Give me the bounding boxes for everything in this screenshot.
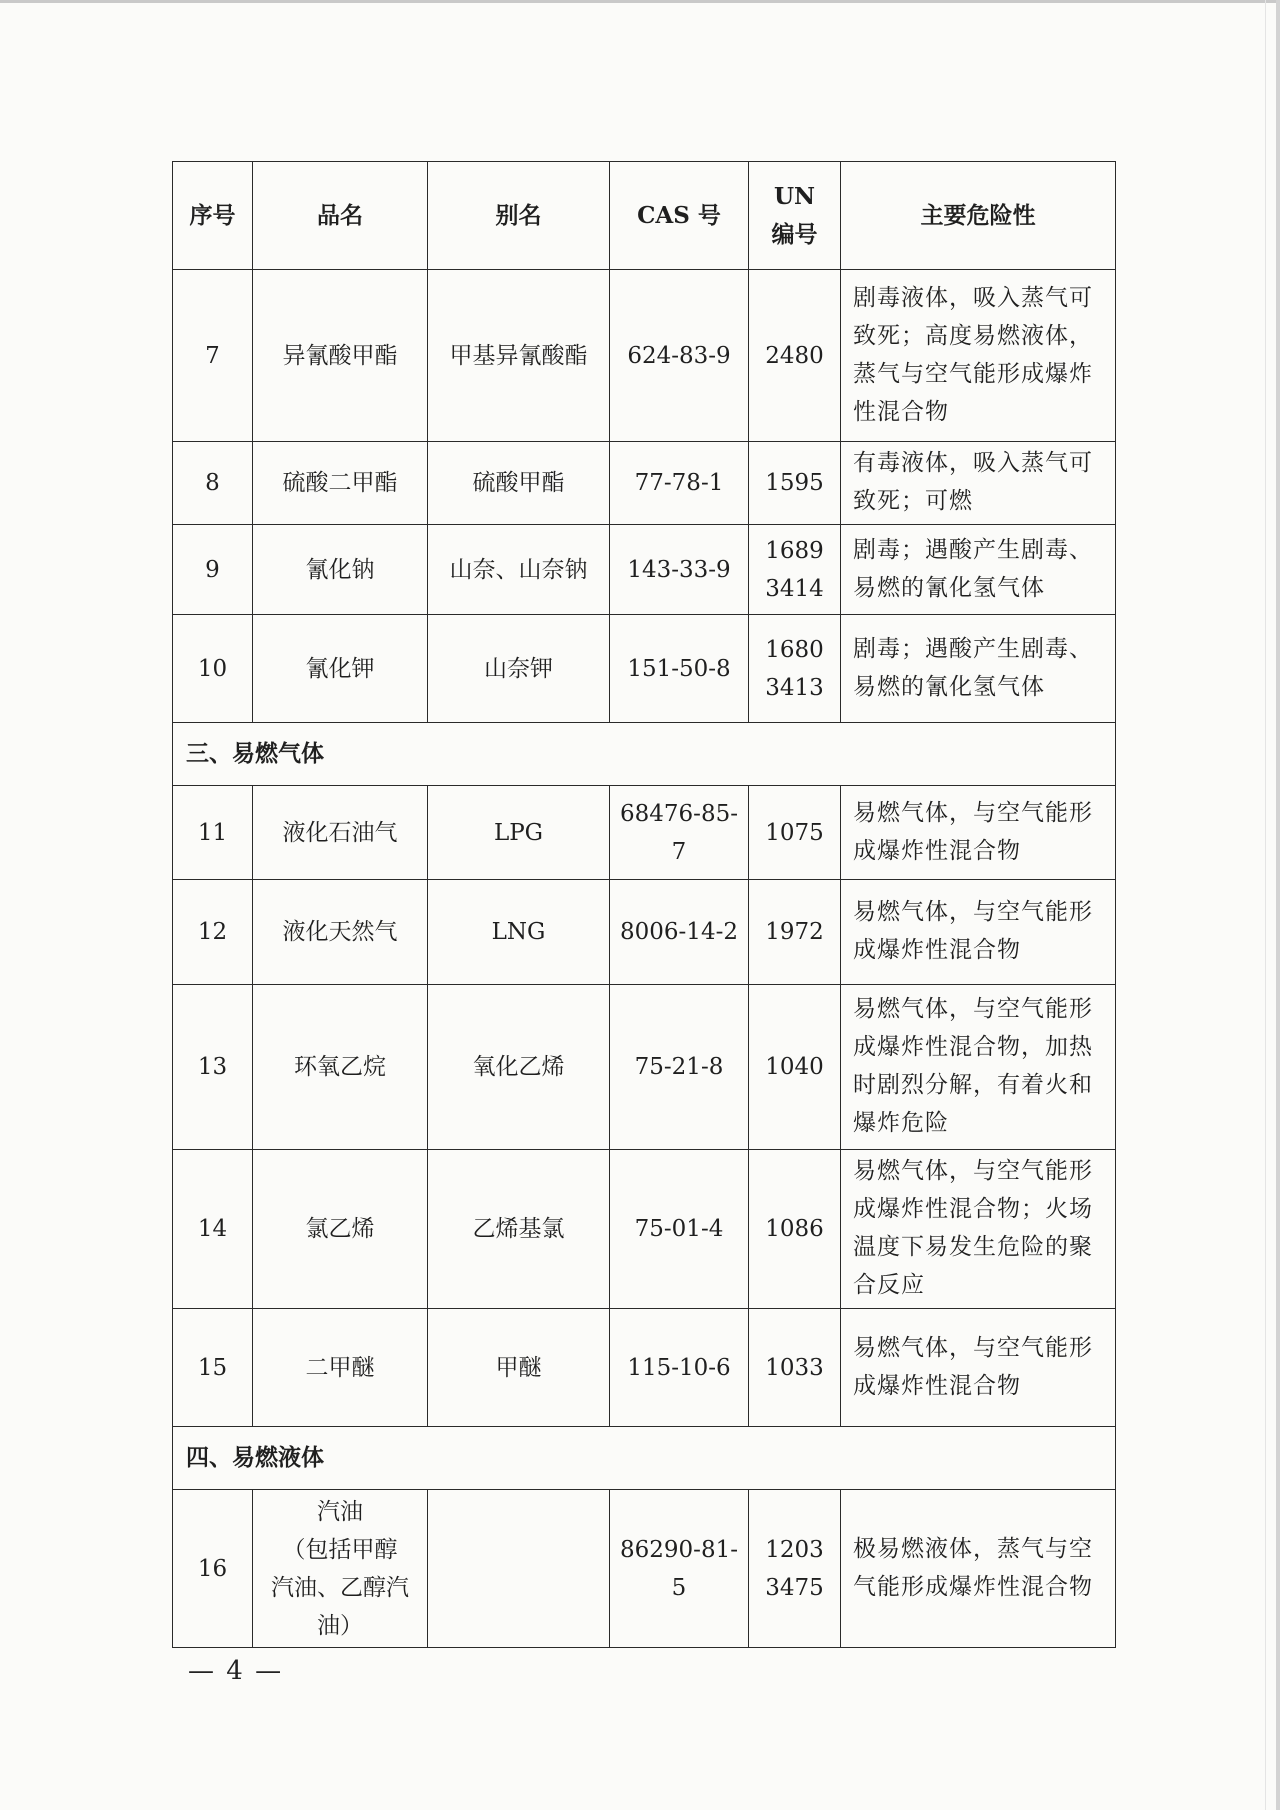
header-un [749, 162, 841, 270]
cell-hazard: 易燃气体，与空气能形成爆炸性混合物 [841, 880, 1116, 985]
cell-cas-line: 68476-85- [620, 800, 738, 827]
cell-alias: 甲基异氰酸酯 [428, 270, 610, 442]
header-name: 品名 [253, 162, 428, 270]
cell-cas: 115-10-6 [610, 1309, 749, 1427]
cell-name: 液化石油气 [253, 786, 428, 880]
cell-un-line: 1680 [765, 636, 824, 663]
cell-hazard: 剧毒；遇酸产生剧毒、易燃的氰化氢气体 [841, 615, 1116, 723]
section-row [173, 723, 1116, 786]
table-row [173, 880, 1116, 985]
cell-name-line: 汽油、乙醇汽 [271, 1574, 409, 1601]
table-header-row [173, 162, 1116, 270]
cell-un-line: 3414 [765, 575, 824, 602]
table-row [173, 442, 1116, 525]
cell-cas: 77-78-1 [610, 442, 749, 525]
cell-cas: 624-83-9 [610, 270, 749, 442]
cell-cas-line: 5 [671, 1574, 687, 1601]
cell-cas: 75-21-8 [610, 985, 749, 1150]
cell-cas: 75-01-4 [610, 1150, 749, 1309]
cell-hazard: 极易燃液体，蒸气与空气能形成爆炸性混合物 [841, 1490, 1116, 1648]
table-row [173, 1309, 1116, 1427]
cell-seq: 12 [173, 880, 253, 985]
cell-seq: 11 [173, 786, 253, 880]
cell-alias: LNG [428, 880, 610, 985]
cell-seq: 8 [173, 442, 253, 525]
cell-name: 氰化钾 [253, 615, 428, 723]
cell-seq: 9 [173, 525, 253, 615]
cell-name-line: （包括甲醇 [282, 1536, 398, 1563]
cell-name: 环氧乙烷 [253, 985, 428, 1150]
cell-cas [610, 1490, 749, 1648]
page-right-edge [1276, 0, 1280, 1810]
cell-un: 1972 [749, 880, 841, 985]
cell-un-line: 3475 [765, 1574, 824, 1601]
cell-alias: 山奈、山奈钠 [428, 525, 610, 615]
header-cas: CAS 号 [610, 162, 749, 270]
table-row [173, 1150, 1116, 1309]
cell-name: 氰化钠 [253, 525, 428, 615]
table-row [173, 525, 1116, 615]
cell-alias [428, 1490, 610, 1648]
cell-name: 异氰酸甲酯 [253, 270, 428, 442]
cell-name: 硫酸二甲酯 [253, 442, 428, 525]
cell-hazard: 有毒液体，吸入蒸气可致死；可燃 [841, 442, 1116, 525]
cell-un: 1595 [749, 442, 841, 525]
cell-name: 二甲醚 [253, 1309, 428, 1427]
cell-hazard: 剧毒液体，吸入蒸气可致死；高度易燃液体，蒸气与空气能形成爆炸性混合物 [841, 270, 1116, 442]
page-number: — 4 — [188, 1656, 284, 1686]
page-right-shadow [1265, 0, 1266, 1810]
cell-cas [610, 786, 749, 880]
cell-hazard: 易燃气体，与空气能形成爆炸性混合物，加热时剧烈分解，有着火和爆炸危险 [841, 985, 1116, 1150]
cell-un: 1040 [749, 985, 841, 1150]
section-row [173, 1427, 1116, 1490]
cell-hazard: 易燃气体，与空气能形成爆炸性混合物 [841, 786, 1116, 880]
cell-un-line: 3413 [765, 674, 824, 701]
cell-cas: 151-50-8 [610, 615, 749, 723]
cell-hazard: 易燃气体，与空气能形成爆炸性混合物 [841, 1309, 1116, 1427]
cell-seq: 15 [173, 1309, 253, 1427]
cell-un: 1033 [749, 1309, 841, 1427]
cell-cas-line: 7 [671, 838, 687, 865]
cell-hazard: 易燃气体，与空气能形成爆炸性混合物；火场温度下易发生危险的聚合反应 [841, 1150, 1116, 1309]
cell-un-line: 1689 [765, 537, 824, 564]
cell-un: 2480 [749, 270, 841, 442]
hazardous-chemicals-table [172, 161, 1116, 1648]
cell-seq: 7 [173, 270, 253, 442]
cell-name-line: 油） [317, 1612, 363, 1639]
cell-cas: 143-33-9 [610, 525, 749, 615]
cell-name-line: 汽油 [317, 1498, 363, 1525]
cell-seq: 10 [173, 615, 253, 723]
cell-un: 1086 [749, 1150, 841, 1309]
cell-name [253, 1490, 428, 1648]
cell-cas: 8006-14-2 [610, 880, 749, 985]
header-un-line2: 编号 [771, 220, 818, 248]
table-row [173, 615, 1116, 723]
cell-cas-line: 86290-81- [620, 1536, 738, 1563]
cell-alias: 氧化乙烯 [428, 985, 610, 1150]
cell-alias: 山奈钾 [428, 615, 610, 723]
table-row [173, 985, 1116, 1150]
cell-alias: 甲醚 [428, 1309, 610, 1427]
cell-hazard: 剧毒；遇酸产生剧毒、易燃的氰化氢气体 [841, 525, 1116, 615]
cell-alias: 硫酸甲酯 [428, 442, 610, 525]
cell-un: 1075 [749, 786, 841, 880]
section-heading-flammable-liquids: 四、易燃液体 [173, 1427, 1116, 1490]
table-row [173, 1490, 1116, 1648]
header-hazard: 主要危险性 [841, 162, 1116, 270]
cell-un [749, 525, 841, 615]
cell-name: 液化天然气 [253, 880, 428, 985]
table-row [173, 786, 1116, 880]
table-row [173, 270, 1116, 442]
cell-un [749, 615, 841, 723]
cell-seq: 14 [173, 1150, 253, 1309]
cell-name: 氯乙烯 [253, 1150, 428, 1309]
section-heading-flammable-gases: 三、易燃气体 [173, 723, 1116, 786]
cell-seq: 16 [173, 1490, 253, 1648]
cell-alias: LPG [428, 786, 610, 880]
page-top-edge [0, 0, 1280, 3]
header-seq: 序号 [173, 162, 253, 270]
cell-un-line: 1203 [765, 1536, 824, 1563]
cell-seq: 13 [173, 985, 253, 1150]
header-un-line1: UN [773, 182, 816, 210]
cell-un [749, 1490, 841, 1648]
header-alias: 别名 [428, 162, 610, 270]
cell-alias: 乙烯基氯 [428, 1150, 610, 1309]
